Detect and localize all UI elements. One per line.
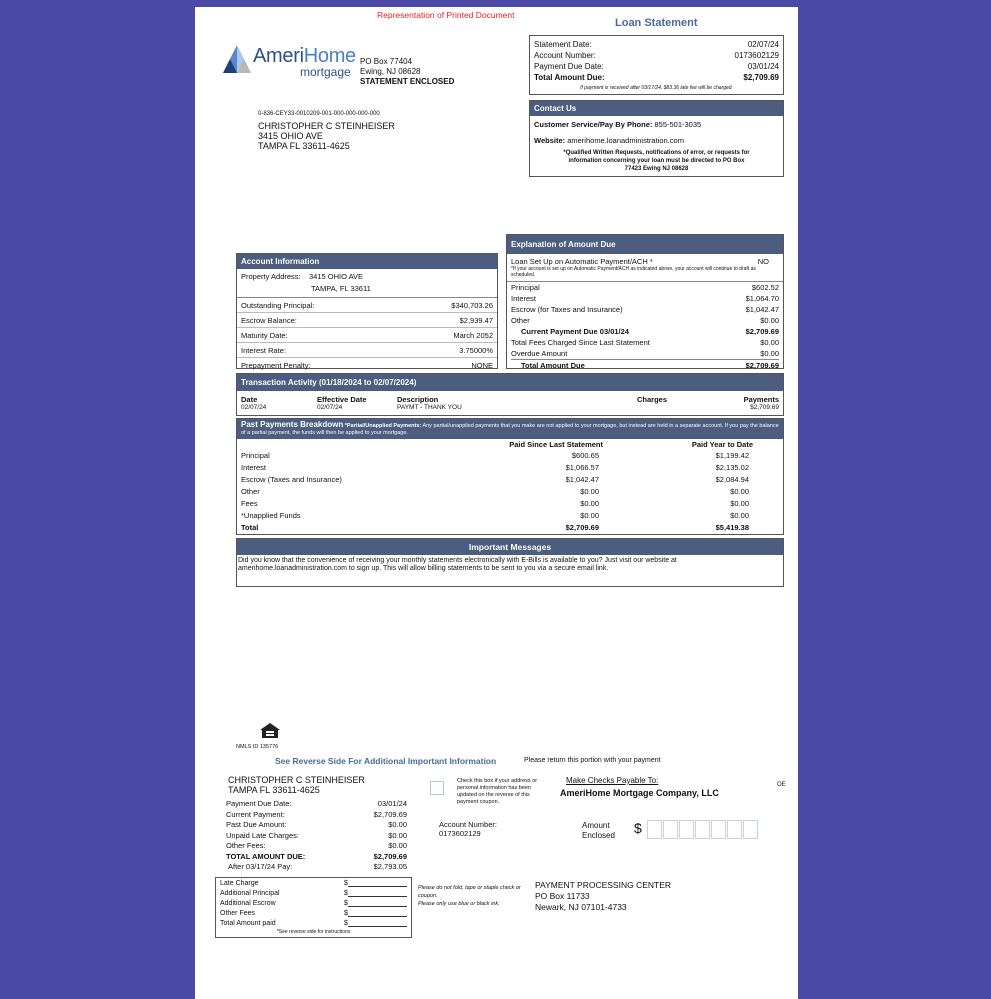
account-row: [237, 328, 497, 343]
summary-row: [534, 50, 779, 61]
current-payment-due: $2,709.69: [745, 327, 779, 336]
late-charge-input[interactable]: [348, 879, 407, 887]
logo-text-ameri: Ameri: [253, 45, 304, 67]
coupon-address: [228, 775, 365, 795]
label: *Unapplied Funds: [241, 511, 301, 520]
transaction-columns: [237, 391, 783, 404]
dollar-sign: $: [344, 920, 348, 927]
logo-subtext: mortgage: [300, 65, 351, 79]
checkbox-note: Check this box if your address or personal information has been updated on the reverse of this payment coupon.: [457, 778, 538, 805]
phone-number: 855-501-3035: [654, 120, 702, 129]
label: Maturity Date:: [241, 330, 288, 340]
label: After 03/17/24 Pay:: [228, 862, 293, 871]
label: Escrow Balance:: [241, 315, 297, 325]
table-row: [237, 404, 783, 411]
escrow-amount: $1,042.47: [745, 305, 779, 314]
coupon-row: [226, 799, 407, 810]
messages-header: Important Messages: [237, 539, 783, 555]
label: Other: [511, 316, 530, 325]
payable-to: AmeriHome Mortgage Company, LLC: [560, 788, 719, 798]
amount-row: [511, 282, 779, 293]
column-header: Paid Since Last Statement: [509, 440, 603, 449]
recipient-street: 3415 OHIO AVE: [258, 131, 323, 141]
escrow-balance: $2,939.47: [459, 315, 493, 325]
fees-charged: $0.00: [760, 338, 779, 347]
account-info-box: [236, 253, 498, 369]
transaction-date: 02/07/24: [241, 404, 267, 411]
total-amount-due: $2,709.69: [743, 73, 779, 82]
reverse-side-notice: See Reverse Side For Additional Important Information: [275, 756, 497, 766]
coupon-city: TAMPA FL 33611-4625: [228, 785, 320, 795]
contact-phone-row: [530, 116, 783, 129]
paid-since: $1,042.47: [565, 475, 599, 484]
paid-since: $0.00: [580, 487, 599, 496]
label: Past Due Amount:: [226, 820, 287, 829]
paid-ytd: $0.00: [730, 487, 749, 496]
coupon-past-due: $0.00: [388, 820, 407, 829]
contact-box: [529, 100, 784, 177]
label: Prepayment Penalty:: [241, 360, 311, 370]
past-payments-title: Past Payments Breakdown: [241, 420, 344, 429]
barcode-text: 0-836-CEY33-0010209-001-000-000-000-000: [258, 111, 380, 117]
label: Additional Principal: [220, 890, 280, 897]
coupon-name: CHRISTOPHER C STEINHEISER: [228, 775, 365, 785]
amount-breakdown: [507, 282, 783, 371]
label: Amount: [582, 821, 610, 830]
label: Total: [241, 523, 259, 532]
address-change-checkbox[interactable]: [430, 781, 444, 795]
equal-housing-icon: [259, 722, 281, 745]
column-header: Effective Date: [317, 395, 367, 404]
transaction-charges: [637, 404, 717, 411]
table-row: [241, 462, 779, 474]
other-fees-input[interactable]: [348, 909, 407, 917]
summary-row: [534, 39, 779, 50]
table-row: [241, 450, 779, 462]
statement-page: [195, 7, 798, 999]
account-row: [237, 358, 497, 372]
principal-amount: $602.52: [751, 283, 779, 292]
past-payments-columns: [237, 439, 783, 450]
summary-total-row: [534, 72, 779, 83]
total-paid-ytd: $5,419.38: [715, 523, 749, 532]
paid-since: $0.00: [580, 511, 599, 520]
additional-row: [220, 879, 407, 889]
total-paid-input[interactable]: [348, 919, 407, 927]
amerihome-logo: [223, 45, 356, 79]
label: Other Fees:: [226, 841, 266, 850]
label: Current Payment:: [226, 809, 285, 819]
coupon-total-row: [226, 852, 407, 863]
coupon-row: [226, 810, 407, 821]
statement-date: 02/07/24: [747, 40, 779, 49]
recipient-name: CHRISTOPHER C STEINHEISER: [258, 121, 395, 131]
amount-enclosed-label: [582, 821, 615, 841]
property-address: [237, 269, 497, 298]
ink-note: Please only use blue or black ink.: [418, 901, 500, 907]
paid-since: $1,066.57: [565, 463, 599, 472]
column-header: Paid Year to Date: [691, 440, 753, 449]
late-fee-note: If payment is received after 03/17/24, $83.36 late fee will be charged.: [580, 85, 733, 91]
coupon-row: [226, 862, 407, 873]
table-row: [241, 474, 779, 486]
paid-since: $0.00: [580, 499, 599, 508]
column-header: Description: [397, 395, 439, 404]
dollar-sign: $: [344, 890, 348, 897]
payable-label: Make Checks Payable To:: [566, 776, 659, 785]
account-row: [237, 298, 497, 313]
label: Property Address:: [241, 272, 301, 281]
print-banner: Representation of Printed Document: [377, 10, 515, 20]
label: Statement Date:: [534, 40, 592, 49]
amount-row: [511, 348, 779, 359]
coupon-row: [226, 841, 407, 852]
coupon-row: [226, 820, 407, 831]
coupon-total-due: $2,709.69: [373, 851, 407, 861]
ach-note: *If your account is set up on Automatic Payment/ACH as indicated above, your account will continue to draft as scheduled.: [511, 266, 756, 278]
account-number: 0173602129: [734, 51, 779, 60]
additional-row: [220, 889, 407, 899]
amount-enclosed-input[interactable]: [647, 820, 758, 839]
summary-row: [534, 61, 779, 72]
dollar-sign: $: [634, 820, 642, 836]
coupon-late-charges: $0.00: [388, 830, 407, 840]
past-payments-rows: [237, 450, 783, 534]
oe-mark: OE: [777, 782, 786, 788]
column-header: Date: [241, 395, 258, 404]
amount-row: [511, 315, 779, 326]
amount-row: [511, 293, 779, 304]
dollar-sign: $: [344, 900, 348, 907]
interest-rate: 3.75000%: [459, 345, 493, 355]
label: Total Amount paid: [220, 920, 276, 927]
message-body: Did you know that the convenience of receiving your monthly statements electronically with E-Bills is available to you? Just visit our website at amerihome.loanadministration.com to sign up. This will allow billing statements to be sent to you via a secure email link.: [238, 557, 677, 572]
label: Total Fees Charged Since Last Statement: [511, 338, 650, 347]
label: Total Amount Due: [521, 361, 585, 370]
partial-note: Any partial/unapplied payments that you make are not applied to your mortgage, but instead are held in a separate account. If you pay the balance of a partial payment, the funds will then be applied to your mortgage.: [241, 423, 779, 436]
label: Principal: [241, 451, 270, 460]
label: Additional Escrow: [220, 900, 276, 907]
label: Website:: [534, 136, 566, 145]
coupon-row: [226, 831, 407, 842]
label: Other: [241, 487, 260, 496]
recipient-address: [258, 111, 395, 151]
coupon-due-date: 03/01/24: [377, 799, 407, 808]
website-link[interactable]: amerihome.loanadministration.com: [567, 136, 684, 145]
label: Payment Due Date:: [534, 62, 604, 71]
label: Overdue Amount: [511, 349, 568, 358]
transaction-activity-box: [236, 373, 784, 416]
transaction-payment: $2,709.69: [750, 404, 779, 411]
paid-since: $600.65: [571, 451, 599, 460]
transaction-description: PAYMT - THANK YOU: [397, 404, 462, 411]
total-row: [241, 522, 779, 534]
label: Other Fees: [220, 910, 256, 917]
payment-processing-address: [535, 880, 671, 913]
label: Enclosed: [582, 831, 615, 840]
summary-box: [529, 35, 784, 95]
coupon-account: [439, 820, 497, 838]
account-info-header: Account Information: [237, 254, 497, 269]
additional-row: [220, 919, 407, 929]
table-row: [241, 486, 779, 498]
logo-text-home: Home: [303, 45, 356, 67]
label: Outstanding Principal:: [241, 300, 315, 310]
table-row: [241, 498, 779, 510]
other-amount: $0.00: [760, 316, 779, 325]
total-due-row: [511, 359, 779, 371]
contact-header: Contact Us: [530, 101, 783, 116]
table-row: [241, 510, 779, 522]
overdue-amount: $0.00: [760, 349, 779, 358]
additional-row: [220, 909, 407, 919]
property-line: TAMPA, FL 33611: [311, 284, 371, 293]
label: Escrow (Taxes and Insurance): [241, 475, 342, 484]
page-title: Loan Statement: [615, 17, 698, 29]
label: Interest Rate:: [241, 345, 287, 355]
label: Interest: [241, 463, 267, 472]
paid-ytd: $0.00: [730, 511, 749, 520]
maturity-date: March 2052: [453, 330, 493, 340]
label: Principal: [511, 283, 540, 292]
coupon-account-number: 0173602129: [439, 829, 481, 838]
fold-note: Please do not fold, tape or staple check or coupon.: [418, 885, 521, 899]
prepayment-penalty: NONE: [471, 360, 493, 370]
sender-line: Ewing, NJ 08628: [360, 67, 421, 76]
column-header: Payments: [743, 395, 779, 404]
explanation-header: Explanation of Amount Due: [507, 235, 783, 254]
label: Escrow (for Taxes and Insurance): [511, 305, 623, 314]
coupon-after-amount: $2,793.05: [373, 862, 407, 871]
additional-principal-input[interactable]: [348, 889, 407, 897]
interest-amount: $1,064.70: [745, 294, 779, 303]
dollar-sign: $: [344, 880, 348, 887]
partial-label: *Partial/Unapplied Payments:: [344, 423, 422, 429]
center-line: PAYMENT PROCESSING CENTER: [535, 880, 672, 890]
total-paid-since: $2,709.69: [565, 523, 599, 532]
label: Interest: [511, 294, 537, 303]
amount-row: [511, 304, 779, 315]
transaction-effective-date: 02/07/24: [317, 404, 343, 411]
label: Late Charge: [220, 880, 259, 887]
current-payment-row: [511, 326, 779, 337]
important-messages-box: [236, 538, 784, 587]
label: Account Number:: [439, 820, 497, 829]
dollar-sign: $: [344, 910, 348, 917]
center-line: Newark, NJ 07101-4733: [535, 902, 627, 912]
ach-section: [507, 254, 783, 282]
account-row: [237, 343, 497, 358]
column-header: Charges: [637, 395, 668, 404]
center-line: PO Box 11733: [535, 891, 590, 901]
instructions-note: *See reverse side for instructions: [276, 929, 351, 935]
sender-line: PO Box 77404: [360, 57, 413, 66]
statement-enclosed: STATEMENT ENCLOSED: [360, 77, 455, 86]
sender-address: [360, 57, 454, 87]
outstanding-principal: $340,703.26: [451, 300, 493, 310]
payment-due-date: 03/01/24: [747, 62, 779, 71]
paid-ytd: $2,084.94: [715, 475, 749, 484]
nmls-id: NMLS ID 135776: [236, 744, 279, 750]
account-row: [237, 313, 497, 328]
property-line: 3415 OHIO AVE: [309, 272, 364, 281]
recipient-city: TAMPA FL 33611-4625: [258, 141, 350, 151]
label: Loan Set Up on Automatic Payment/ACH *: [511, 257, 653, 266]
additional-row: [220, 899, 407, 909]
handling-notes: [418, 884, 528, 908]
ach-status: NO: [757, 257, 769, 266]
label: Customer Service/Pay By Phone:: [534, 120, 653, 129]
contact-website-row: [530, 129, 783, 145]
label: TOTAL AMOUNT DUE:: [226, 851, 306, 861]
coupon-other-fees: $0.00: [388, 841, 407, 850]
coupon-current-payment: $2,709.69: [373, 809, 407, 819]
coupon-summary: [226, 799, 407, 873]
label: Total Amount Due:: [534, 73, 605, 82]
past-payments-header: [237, 419, 783, 439]
return-notice: Please return this portion with your payment: [524, 757, 661, 764]
paid-ytd: $0.00: [730, 499, 749, 508]
additional-escrow-input[interactable]: [348, 899, 407, 907]
transaction-header: Transaction Activity (01/18/2024 to 02/07/2024): [237, 374, 783, 391]
amount-row: [511, 337, 779, 348]
total-amount-due-value: $2,709.69: [745, 361, 779, 370]
additional-amounts-box: [215, 877, 412, 938]
label: Payment Due Date:: [226, 799, 292, 808]
label: Current Payment Due 03/01/24: [521, 327, 629, 336]
qwr-note: *Qualified Written Requests, notifications of error, or requests for information concerning your loan must be directed to PO Box 77423 Ewing NJ 08628: [563, 150, 750, 172]
paid-ytd: $2,135.02: [715, 463, 749, 472]
label: Account Number:: [534, 51, 596, 60]
paid-ytd: $1,199.42: [715, 451, 749, 460]
explanation-box: [506, 234, 784, 369]
label: Unpaid Late Charges:: [226, 830, 299, 840]
label: Fees: [241, 499, 258, 508]
past-payments-box: [236, 418, 784, 535]
